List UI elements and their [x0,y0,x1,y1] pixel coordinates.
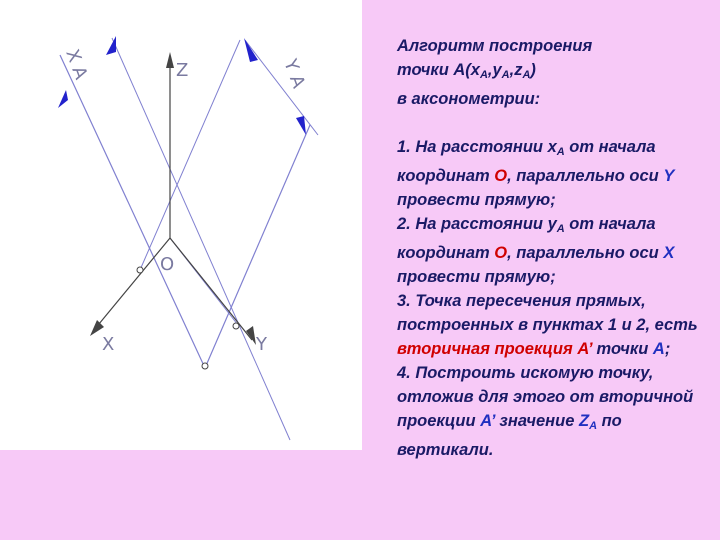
axis-z-arrow [166,52,174,68]
point-on-y-axis [233,323,239,329]
marker-arrow-3 [244,38,258,62]
step-4: 4. Построить искомую точку, отложив для этого от вторичной проекции А’ значение $Z_А$ по вертикали. [397,364,694,459]
construction-line-xa [205,125,310,368]
step-2: 2. На расстоянии $у_А$ от начала координат О, параллельно оси Х провести прямую; [397,215,675,286]
label-ya: Y A [279,56,309,91]
algorithm-text [397,34,717,462]
label-x: X [102,334,115,355]
diagram-panel [0,0,362,450]
construction-line-y-upper [245,40,318,135]
axis-x [94,238,170,330]
label-y: Y [256,334,267,355]
label-origin: O [160,254,175,275]
step-1: 1. На расстоянии $х_А$ от начала координат О, параллельно оси Y провести прямую; [397,138,675,209]
label-z: Z [176,60,189,81]
construction-line-ya [60,55,205,368]
marker-arrow-2 [58,90,68,108]
axonometric-diagram [0,0,362,450]
marker-arrow-4 [296,116,306,135]
construction-line-x-upper [112,38,290,440]
construction-line-xa-from-axis [140,40,240,270]
title: Алгоритм построения точки $А(х_А,у_А,z_А)$ в аксонометрии: [397,37,593,108]
point-on-x-axis [137,267,143,273]
point-secondary-projection [202,363,208,369]
label-xa: X A [61,46,92,83]
axis-y-arrow [246,326,256,345]
step-3: 3. Точка пересечения прямых, построенных в пунктах 1 и 2, есть вторичная проекция А’ точки А; [397,292,698,358]
marker-arrow-1 [106,36,116,55]
